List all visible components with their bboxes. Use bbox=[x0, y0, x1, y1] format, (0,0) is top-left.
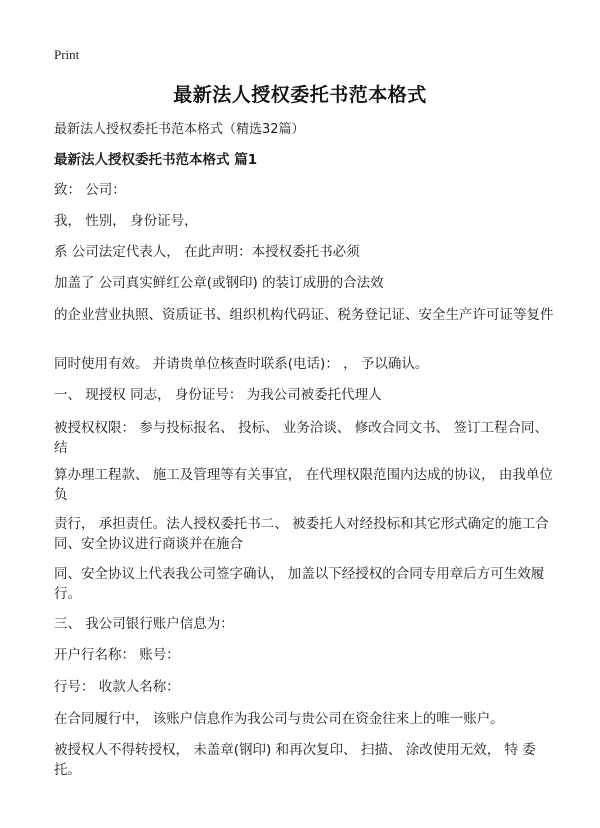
paragraph: 系 公司法定代表人， 在此声明：本授权委托书必须 bbox=[54, 244, 360, 260]
paragraph: 同时使用有效。 并请贵单位核查时联系(电话)： ， 予以确认。 bbox=[54, 356, 429, 372]
paragraph: 开户行名称： 账号： bbox=[54, 647, 180, 663]
document-title: 最新法人授权委托书范本格式 bbox=[173, 84, 427, 106]
paragraph: 的企业营业执照、资质证书、组织机构代码证、税务登记证、安全生产许可证等复件 bbox=[54, 307, 554, 323]
paragraph: 被授权人不得转授权， 未盖章(钢印) 和再次复印、 扫描、 涂改使用无效， 特 委托。 bbox=[54, 742, 536, 778]
paragraph: 被授权权限： 参与投标报名、 投标、 业务洽谈、 修改合同文书、 签订工程合同、 结 bbox=[54, 420, 548, 456]
paragraph: 同、安全协议上代表我公司签字确认， 加盖以下经授权的合同专用章后方可生效履行。 bbox=[54, 566, 545, 602]
paragraph: 三、 我公司银行账户信息为： bbox=[54, 616, 234, 632]
paragraph: 一、 现授权 同志， 身份证号： 为我公司被委托代理人 bbox=[54, 387, 382, 403]
document-subtitle: 最新法人授权委托书范本格式（精选32篇） bbox=[54, 122, 305, 137]
paragraph: 致： 公司： bbox=[54, 182, 126, 198]
paragraph: 我， 性别， 身份证号， bbox=[54, 213, 198, 229]
paragraph: 算办理工程款、 施工及管理等有关事宜， 在代理权限范围内达成的协议， 由我单位负 bbox=[54, 467, 553, 503]
section-heading: 最新法人授权委托书范本格式 篇1 bbox=[54, 152, 258, 168]
paragraph: 责行， 承担责任。法人授权委托书二、 被委托人对经投标和其它形式确定的施工合同、安全协议进行商谈并在施合 bbox=[54, 516, 549, 552]
paragraph: 行号： 收款人名称： bbox=[54, 679, 180, 695]
print-link[interactable]: Print bbox=[54, 47, 80, 62]
paragraph: 在合同履行中， 该账户信息作为我公司与贵公司在资金往来上的唯一账户。 bbox=[54, 711, 504, 727]
paragraph: 加盖了 公司真实鲜红公章(或钢印) 的装订成册的合法效 bbox=[54, 275, 384, 291]
